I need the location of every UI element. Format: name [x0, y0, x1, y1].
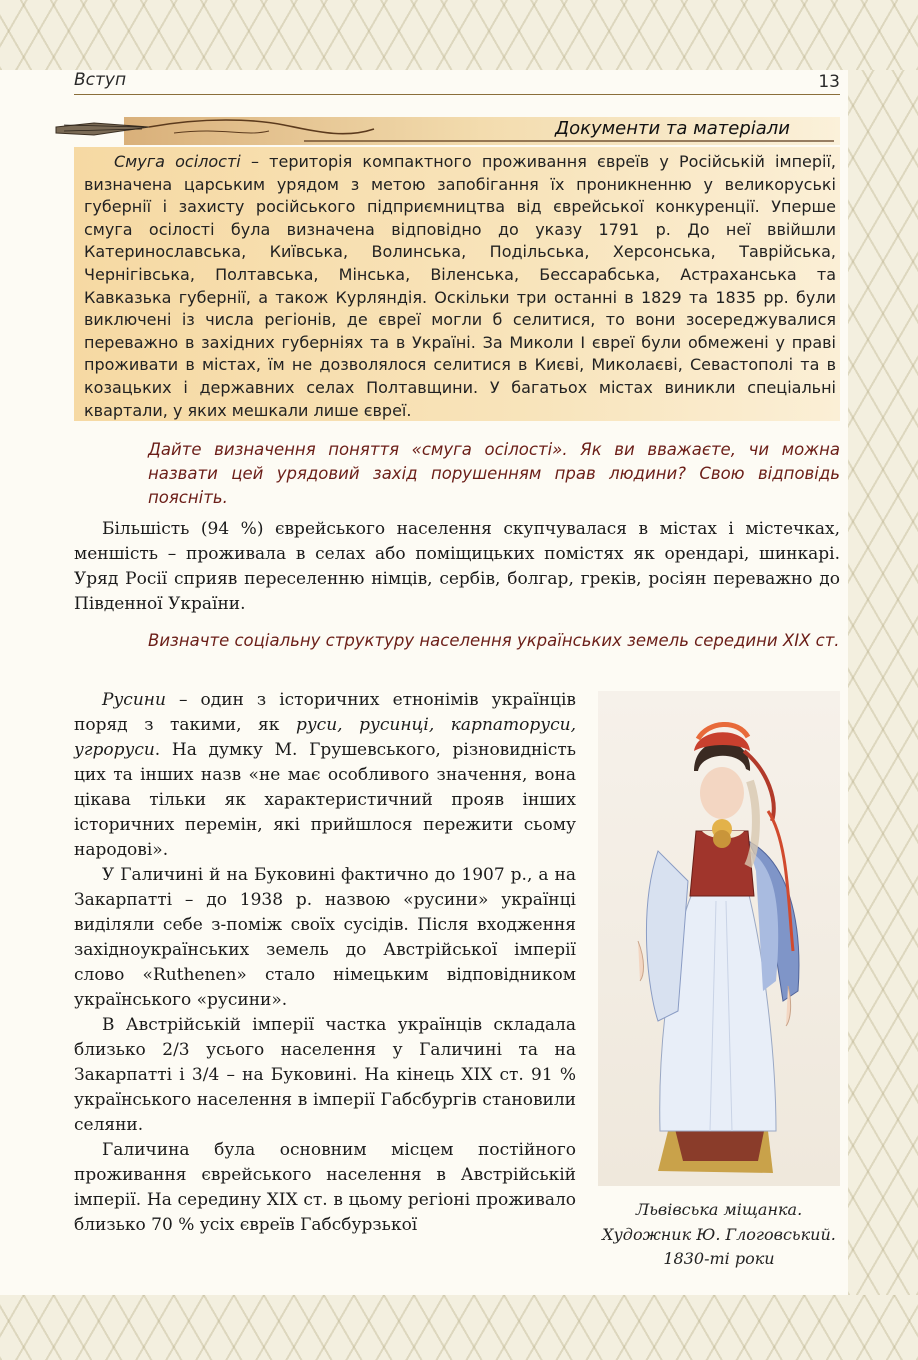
term-smuha: Смуга осілості — [114, 152, 241, 171]
page-number: 13 — [818, 72, 840, 92]
ornamental-border-right — [848, 70, 918, 1295]
paragraph-galicia: У Галичині й на Буковині фактично до 1907 р., а на Закарпатті – до 1938 р. назвою «русини» українці виділяли себе з-поміж своїх сусідів. Після входження західноукраїнських земель до Австрійської імперії слово «Ruthenen» стало німецьким відповідником українського «русини». — [74, 865, 576, 1010]
paragraph-rusyny — [74, 688, 576, 863]
caption-artist: Художник Ю. Глоговський. — [602, 1224, 836, 1244]
question-1: Дайте визначення поняття «смуга осілості». Як ви вважаєте, чи можна назвати цей урядовий захід порушенням прав людини? Свою відповідь поясніть. — [148, 440, 840, 507]
ornamental-border-bottom — [0, 1295, 918, 1360]
documents-banner — [54, 113, 840, 147]
document-text: – територія компактного проживання євреїв у Російській імперії, визначена царським урядом з метою запобігання їх проникненню у великоруські губернії і захисту російського підприємництва від єврейської конкуренції. Уперше смуга осілості була визначена відповідно до указу 1791 р. До неї ввійшли Катеринославська, Київська, Волинська, Подільська, Херсонська, Таврійська, Чернігівська, Полтавська, Мінська, Віленська, Бессарабська, Астраханська та Кавказька губернії, а також Курляндія. Оскільки три останні в 1829 та 1835 рр. були виключені із числа регіонів, де євреї могли б селитися, то вони зосереджувалися переважно в західних губерніях та в Україні. За Миколи І євреї були обмежені у праві проживати в містах, їм не дозволялося селитися в Києві, Миколаєві, Севастополі та в козацьких і державних селах Полтавщини. У багатьох містах виникли спеціальні квартали, у яких мешкали лише євреї. — [84, 152, 837, 420]
question-2: Визначте соціальну структуру населення українських земель середини XIX ст. — [148, 631, 840, 650]
paragraph-jews: Галичина була основним місцем постійного проживання єврейського населення в Австрійській імперії. На середину XIX ст. в цьому регіоні проживало близько 70 % усіх євреїв Габсбурзької — [74, 1140, 576, 1235]
documents-title: Документи та матеріали — [555, 118, 790, 139]
rusyny-text-b: . На думку М. Грушевського, різновидність цих та інших назв «не має особливого значення, вона цікава тільки як характеристичний прояв інших історичних перемін, які прийшлося пережити сьому народові». — [74, 740, 576, 860]
ornamental-border-top — [0, 0, 918, 70]
paragraph-population: Більшість (94 %) єврейського населення скупчувалася в містах і містечках, меншість – проживала в селах або поміщицьких помістях як орендарі, шинкарі. Уряд Росії сприяв переселенню німців, сербів, болгар, греків, росіян переважно до Південної України. — [74, 519, 840, 614]
header-rule — [74, 94, 840, 95]
term-rusyny: Русини — [102, 690, 166, 710]
running-head: Вступ — [74, 70, 127, 90]
rusyny-names: руси, русинці, карпаторуси, угроруси — [74, 715, 576, 760]
figure-caption — [590, 1198, 848, 1272]
illustration-lviv-townswoman — [598, 691, 840, 1186]
paragraph-austria: В Австрійській імперії частка українців складала близько 2/3 усього населення у Галичині та на Закарпатті і 3/4 – на Буковині. На кінець XIX ст. 91 % українського населення в імперії Габсбургів становили селяни. — [74, 1015, 576, 1135]
caption-title: Львівська міщанка. — [635, 1200, 803, 1219]
rusyny-text-a: – один з історичних етнонімів українців поряд з такими, як — [74, 690, 576, 735]
column-text — [74, 688, 576, 1238]
woman-portrait-image — [598, 691, 840, 1186]
document-excerpt — [74, 147, 840, 421]
caption-date: 1830-ті роки — [663, 1249, 775, 1268]
